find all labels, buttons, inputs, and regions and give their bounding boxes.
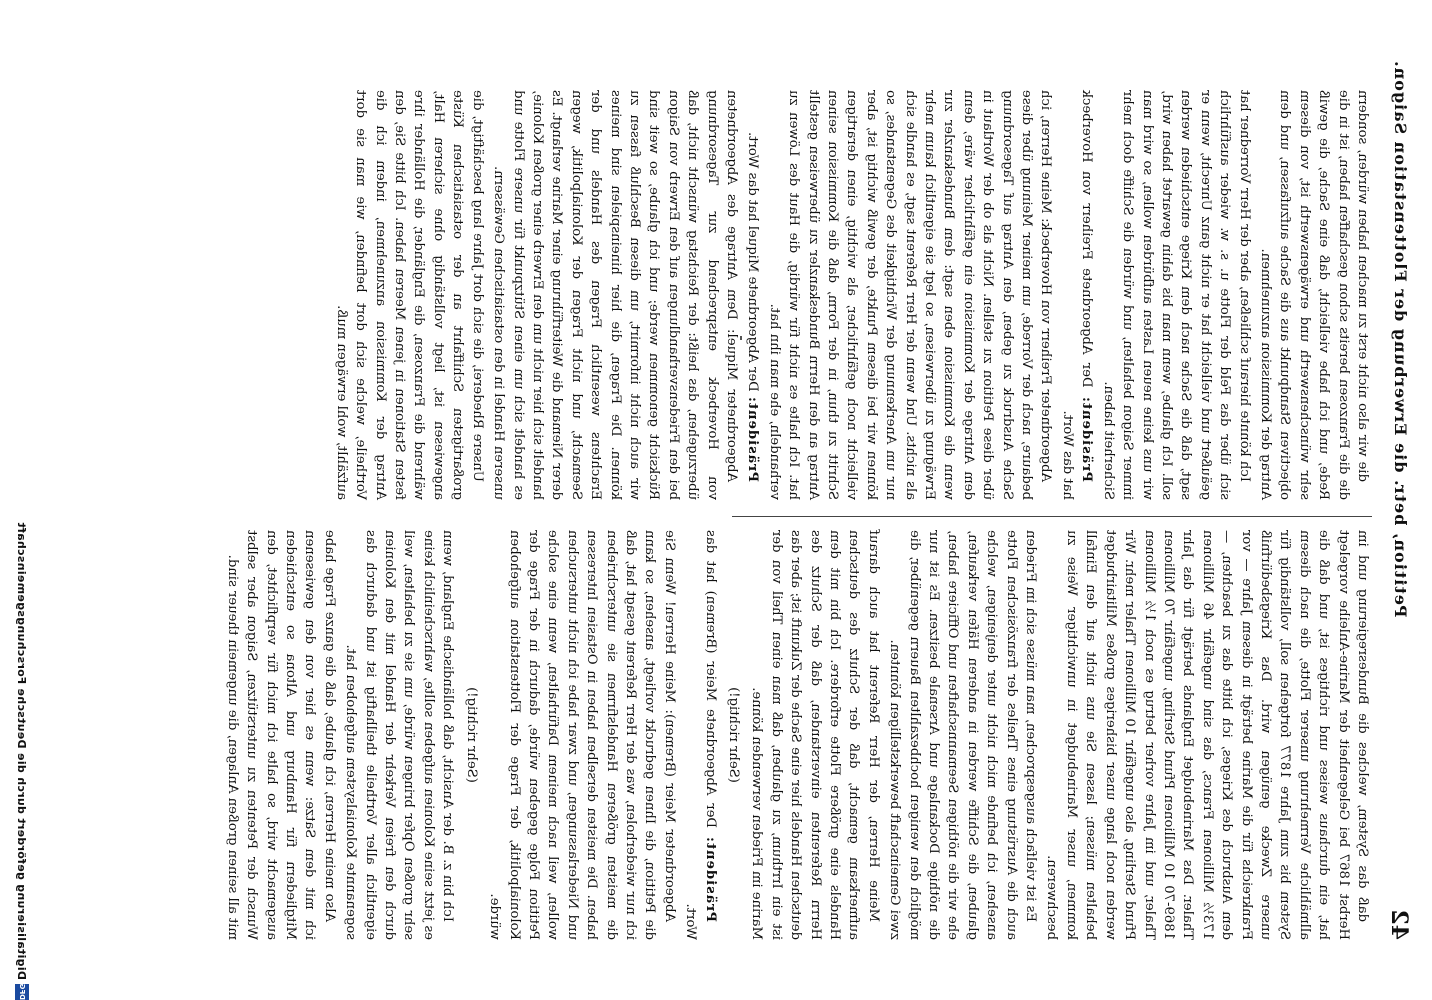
right-column (333, 90, 1372, 500)
body-paragraph: Ich bin z. B. der Ansicht, daß holländische England, wenn es jetzt seine Kolonien aufgeben sollte, wahrscheinlich keine sehr großen Opfer bringen würde, um sie zu behalten, weil durch den freien Verkehr der Handel mit den Kolonien eigentlich aller Vortheile theilhaftig ist und dadurch das sogenannte Kolonialsystem aufgehoben hat. (343, 530, 456, 940)
interjection: (Sehr richtig!) (463, 687, 479, 783)
body-paragraph: Ich könnte hierauf schließen, aber der Herr Vorredner hat sich über das Feld der Flotte u. s. w. wieder ausführlich geäußert und vielleicht hat er nicht ganz Unrecht, wenn er sagt, daß die Sache nach dem Kriege entschieden werden soll. Ich glaube, wenn man bis dahin gewartet haben wird, wir uns keine neuen Lasten aufbürden wollen, so wird man immer Saigon behalten, und würden die Schiffe doch mehr Sicherheit haben. (1100, 90, 1252, 500)
left-column (224, 530, 1372, 940)
page-number: 42 (1386, 909, 1412, 940)
page-footer (8, 0, 32, 1000)
dfg-logo-icon: DFG (15, 984, 29, 1000)
speaker-label: Präsident: (1079, 395, 1095, 482)
speaker-text: Der Abgeordnete Meier (Bremen) hat das Wort. (683, 530, 718, 940)
ink-speck (740, 336, 742, 340)
body-paragraph: Es ist vielfach ausgesprochen, man müsse sich im Frieden auch die Ausrüstung eines Theiles der französischen Flotte ansehen, ich befinde mich nicht unter denjenigen, welche glauben, die Schiffe werden in anderen Häfen verkaufen, ehe wir die nöthigen Seemannschaften und Officiere haben, die nöthige Dockanlage und Arsenale besitzen. Es ist nur möglich den wenigen hochbezahlten Bauern gegenüber, die zwei Gemeinschaft bewerkstelligen könnten. (887, 530, 1039, 940)
page-header (1382, 60, 1412, 940)
digitization-credit: Digitalisierung gefördert durch die Deutsche Forschungsgemeinschaft (15, 522, 28, 980)
speaker-paragraph (1058, 90, 1097, 500)
body-paragraph: Abgeordneter Miquel: Dem Antrage des Abgeordneten von Hoverbeck entsprechend zur Tagesordnung überzugehen, das heißt: der Reichstag wünscht nicht, daß bei den Friedensverhandlungen auf den Erwerb von Saigon Rücksicht genommen werde; und ich glaube, so weit sind wir auch nicht informirt, um diesen Beschluß fassen zu können. Die Fragen, die hier hineinspielen sind meines Erachtens wesentlich Fragen des Handels und der Seemacht, und nicht Fragen der Kolonialpolitik, wegen derer Niemand die Weiterführung einer Marine verlangt. Es handelt sich hier nicht um den Erwerb einer großen Kolonie, es handelt sich um einen Stützpunkt für unsere Flotte und unseren Handel in den ostasiatischen Gewässern. (491, 90, 739, 500)
body-paragraph: Also meine Herren, ich glaube, daß die ganze Frage habe ich mit dem Satze: wenn es hier von den gewiesenen Mitgliedern für Hamburg und Altona so entschieden ausgemacht wird, so halte ich mich für verpflichtet, den Wunsch der Petenten zu unterstützen, Saigon aber selbst mit all seinen großen Anlagen, die ungemein theuer sind. (224, 530, 337, 940)
body-paragraph: die wir also nicht erst zu machen haben würden, sondern die die Franzosen bereits schon geschaffen haben, ist in die Rede, und ich habe vielleicht, daß eine Sache, die gewiß sehr wünschenswerth und erwägenswerth ist, von diesem objectiven Standpunkt aus die Sache aufzufassen, und dem Antrag der Kommission anzunehmen. (1257, 90, 1370, 500)
body-paragraph: Abgeordneter Freiherr von Hoverbeck: Meine Herren, ich bedaure, nach der Vorrede, um meiner Meinung über diese Sache Ausdruck zu geben, den Antrag auf Tagesordnung über diese Petition zu stellen. Nicht als ob der Wortlaut in dem Antrage der Kommission ein gefährlicher wäre, denn wenn die Kommission eben sagt: dem Bundeskanzler zur Erwägung zu überweisen, so legt sie eigentlich kaum mehr als nichts. Und wenn der Herr Referent sagt, es handle sich nur um Anerkennung der Wichtigkeit des Gegenstandes, so können wir bei diesem Punkte, der gewiß wichtig ist, aber vielleicht noch gefährlicher, als wichtig, einen derartigen Schritt zu thun, in der Form, daß die Kommission seinen Antrag an den Herrn Bundeskanzler zu überweisen gestellt hat. Ich halte es nicht für würdig, die Haut des Löwen zu verhandeln, ehe man ihn hat. (766, 90, 1054, 500)
speaker-text: Der Abgeordnete Miquel hat das Wort. (745, 132, 761, 392)
body-paragraph: daß das System, welches die Bundesregierung und im Herbst 1867 bei Gelegenheit der Marine-Anleihe vorgelegt hat, ein durchaus weises und richtiges ist, und daß die allmähliche Vermehrung unserer Flotte, die nach diesem System bis zum Jahre 1877 fortgehen soll, vollständig für unsere Zwecke genügen wird. Das Kriegsbedürfniß Frankreichs für die Marine beträgt in diesem Jahre — vor dem Ausbruch des Krieges, ich bitte das zu beachten, — 173½ Millionen Francs, das sind ungefähr 46 Millionen Thaler. Das Marinebudget Englands beträgt für das Jahr 1869-70 10 Millionen Pfund Sterling, ungefähr 70 Millionen Thaler, und im Jahre vorher betrug es noch 1½ Millionen Pfund Sterling, also ungefähr 10 Millionen Thaler mehr. Wir werden noch lange unser bisheriges großes Militairbudget behalten müssen; lassen Sie uns nicht auf den Einfall kommen, unser Marinebudget in unwichtiger Weise zu beschweren. (1044, 530, 1370, 940)
running-title: Petition, betr. die Erwerbung der Flottenstation Saigon. (1391, 60, 1410, 618)
speaker-paragraph (743, 90, 762, 500)
speaker-label: Präsident: (745, 395, 761, 482)
speaker-paragraph (681, 530, 720, 940)
body-paragraph: Meine Herren, der Herr Referent hat auch darauf aufmerksam gemacht, daß der Schutz des deutschen Handels eine größere Flotte erfordere. Ich bin mit dem Herrn Referenten einverstanden, daß der Schutz des deutschen Handels hier eine Sache der Zukunft ist; aber das ist ein Irrthum, zu glauben, daß man einen Theil von der Marine im Frieden verwenden könne. (749, 530, 881, 940)
body-paragraph: Unsere Rhederei, die sich dort Jahre lang beschäftigt, die großartigsten Schiffahrt an der ostasiatischen Küste angewiesen ist, liegt vollständig ohne sicheren Halt, während die Franzosen, die Engländer, die Holländer ihre festen Stationen in jenen Meeren haben. Ich bitte Sie, den Antrag der Kommission anzunehmen, indem ich die Vortheile, welche sich dort befinden, wie man sie dort aufzählt, wohl erwägen muß. (333, 90, 485, 500)
column-divider (732, 516, 1372, 517)
body-paragraph: Abgeordneter Meier (Bremen): Meine Herren! Wenn Sie die Petition, die Ihnen gedruckt vorliegt, ansehen, so kann ich nur wiederholen, was der Herr Referent gesagt hat, daß die meisten größeren Handelsfirmen sie unterschrieben haben. Die meisten derselben haben in Ostasien Interessen und Niederlassungen, und zwar habe ich nicht untersuchen wollen, weil nach meinem Dafürhalten, wenn eine solche Petition Folge gegeben würde, dadurch in der Frage der Kolonialpolitik, der Frage der Flottenstation aufgehoben würde. (487, 530, 677, 940)
speaker-text: Der Abgeordnete Freiherr von Hoverbeck hat das Wort. (1059, 90, 1095, 500)
interjection: (Sehr richtig!) (726, 687, 741, 783)
speaker-label: Präsident: (702, 835, 718, 922)
